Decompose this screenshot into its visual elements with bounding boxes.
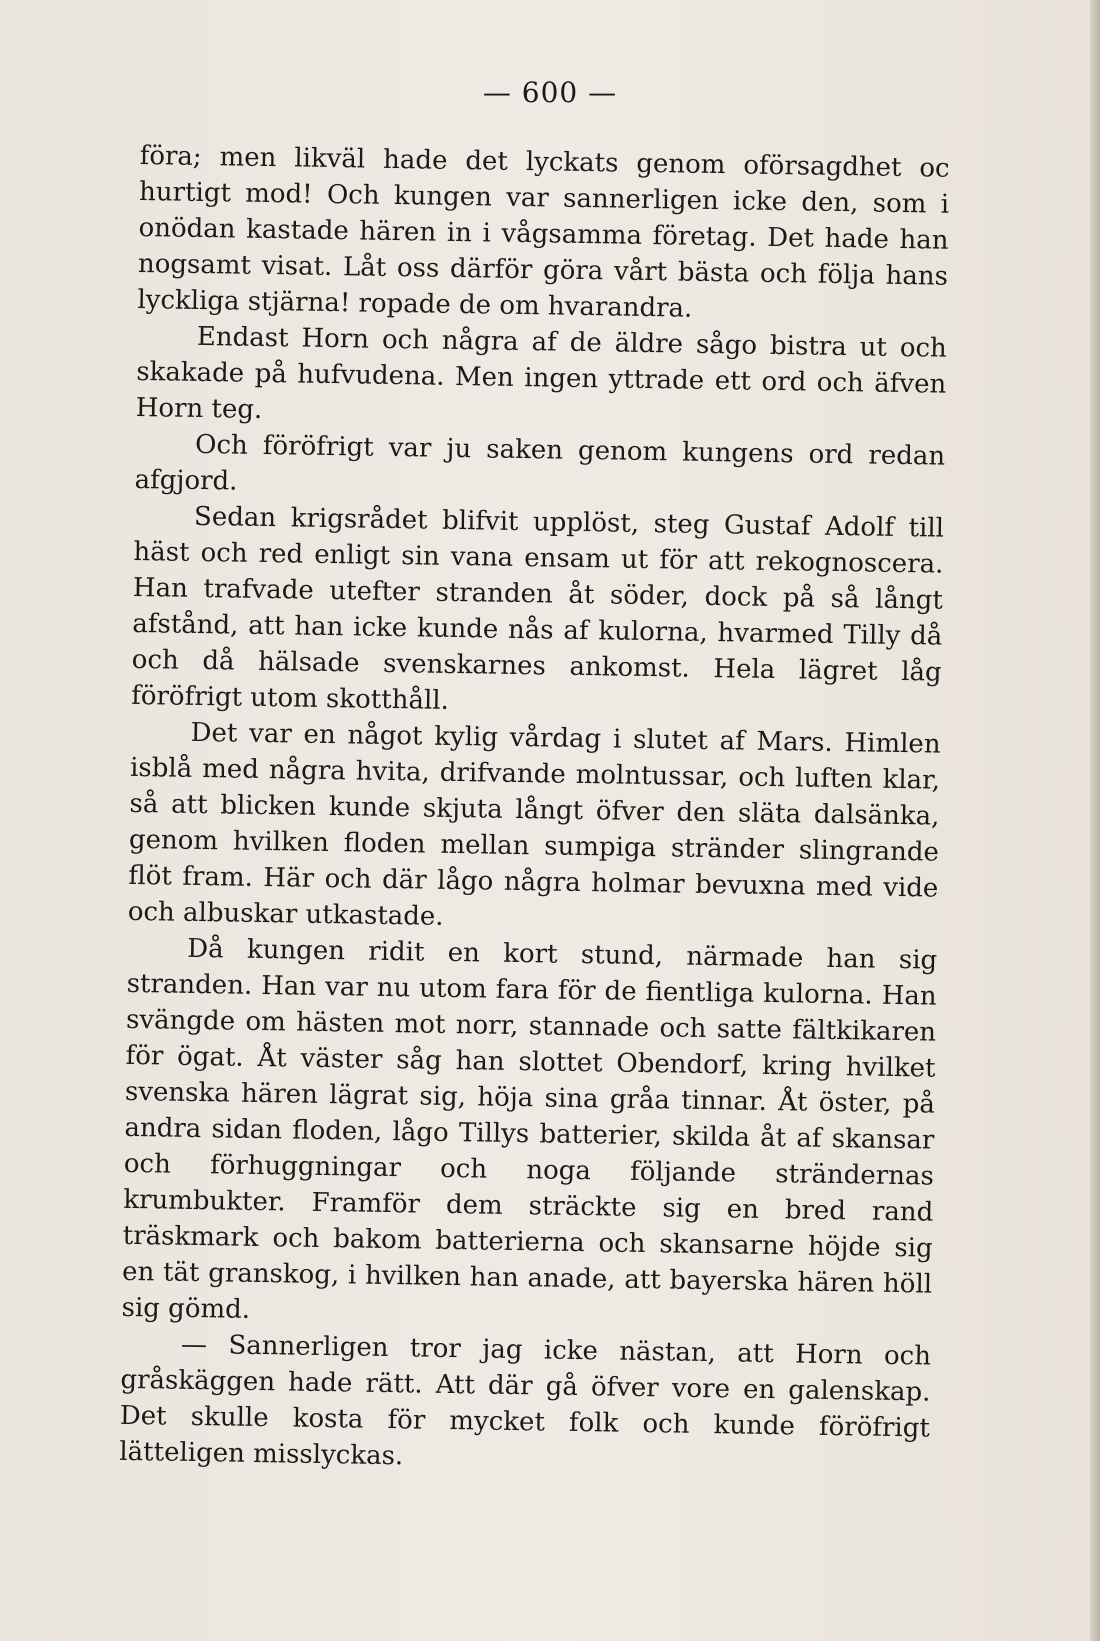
body-text bbox=[119, 138, 950, 1483]
page-number: — 600 — bbox=[482, 76, 618, 109]
paragraph-6: Då kungen ridit en kort stund, närmade han sig stranden. Han var nu utom fara för de fientliga kulorna. Han svängde om hästen mot norr, stannade och satte fältkikaren för ögat. Åt väster såg han slottet Obendorf, kring hvilket svenska hären lägrat sig, höja sina gråa tinnar. Åt öster, på andra sidan floden, lågo Tillys batterier, skilda åt af skansar och förhuggningar och noga följande strändernas krumbukter. Framför dem sträckte sig en bred rand träskmark och bakom batterierna och skansarne höjde sig en tät granskog, i hvilken han anade, att bayerska hären höll sig gömd. bbox=[121, 933, 938, 1325]
paragraph-5: Det var en något kylig vårdag i slutet af Mars. Himlen isblå med några hvita, drifvande molntussar, och luften klar, så att blicken kunde skjuta långt öfver den släta dalsänka, genom hvilken floden mellan sumpiga stränder slingrande flöt fram. Här och där lågo några holmar bevuxna med vide och albuskar utkastade. bbox=[127, 717, 941, 932]
paragraph-7: — Sannerligen tror jag icke nästan, att Horn och gråskäggen hade rätt. Att där gå öfver vore en galenskap. Det skulle kosta för mycket folk och kunde föröfrigt lätteligen misslyckas. bbox=[119, 1329, 932, 1472]
paragraph-1: föra; men likväl hade det lyckats genom oförsagdhet oc hurtigt mod! Och kungen var sannerligen icke den, som i onödan kastade hären in i vågsamma företag. Det hade han nogsamt visat. Låt oss därför göra vårt bästa och följa hans lyckliga stjärna! ropade de om hvarandra. bbox=[137, 140, 950, 324]
paragraph-3: Och föröfrigt var ju saken genom kungens ord redan afgjord. bbox=[134, 429, 946, 497]
page-edge-shadow bbox=[1090, 0, 1100, 1641]
paragraph-4: Sedan krigsrådet blifvit upplöst, steg Gustaf Adolf till häst och red enligt sin vana ensam ut för att rekognoscera. Han trafvade utefter stranden åt söder, dock på så långt afstånd, att han icke kunde nås af kulorna, hvarmed Tilly då och då hälsade svenskarnes ankomst. Hela lägret låg föröfrigt utom skotthåll. bbox=[130, 501, 945, 716]
paragraph-2: Endast Horn och några af de äldre sågo bistra ut och skakade på hufvudena. Men ingen yttrade ett ord och äfven Horn teg. bbox=[135, 321, 948, 425]
